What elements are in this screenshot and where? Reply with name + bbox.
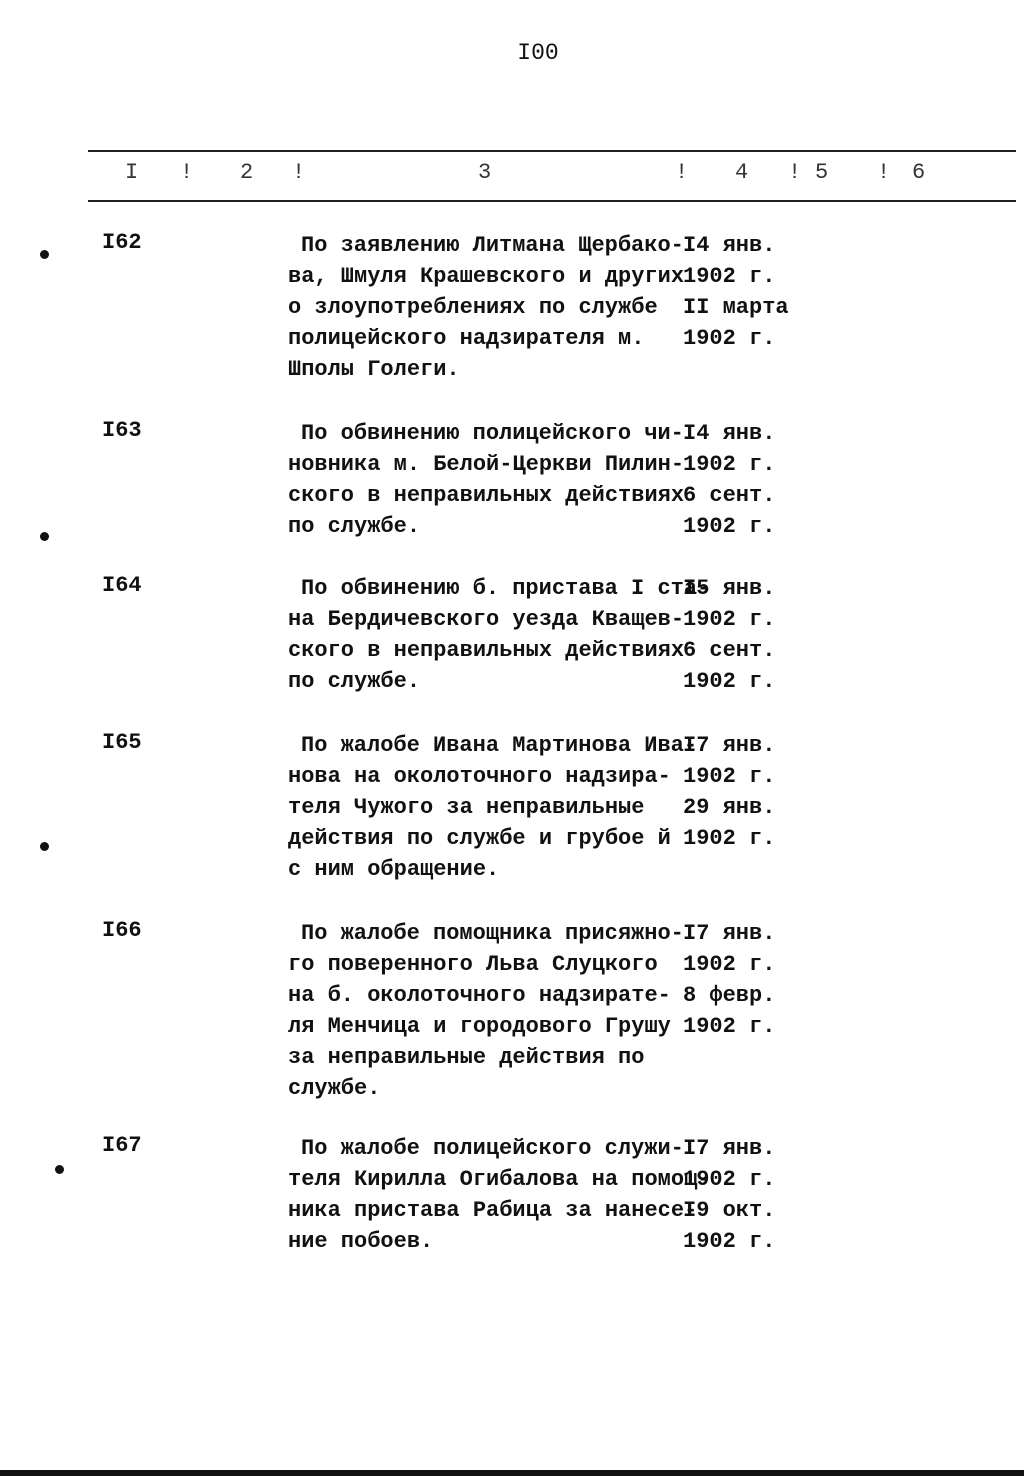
description-line: ника пристава Рабица за нанесе- [288,1198,698,1223]
description-line: на б. околоточного надзирате- [288,983,671,1008]
description-line: по службе. [288,514,421,539]
description-line: новника м. Белой-Церкви Пилин- [288,452,685,477]
date-line: 1902 г. [683,1014,776,1039]
date-line: 29 янв. [683,795,776,820]
col-separator: ! [180,160,194,185]
description-line: службе. [288,1076,381,1101]
entry-number: I62 [102,230,142,255]
entry-description [288,230,684,385]
date-line: I5 янв. [683,576,776,601]
date-line: 1902 г. [683,952,776,977]
date-line: I4 янв. [683,421,776,446]
entry-description [288,730,697,885]
date-line: 1902 г. [683,452,776,477]
date-line: 1902 г. [683,764,776,789]
date-line: 1902 г. [683,1229,776,1254]
date-line: 1902 г. [683,264,776,289]
date-line: 1902 г. [683,607,776,632]
date-line: 6 сент. [683,638,776,663]
description-line: По жалобе полицейского служи- [301,1136,684,1161]
description-line: ние побоев. [288,1229,434,1254]
description-line: ского в неправильных действиях [288,483,685,508]
col-header: 4 [735,160,749,185]
date-line: 1902 г. [683,326,776,351]
col-header: 2 [240,160,254,185]
description-line: теля Чужого за неправильные [288,795,645,820]
description-line: на Бердичевского уезда Кващев- [288,607,685,632]
description-line: По обвинению полицейского чи- [301,421,684,446]
entry-dates [683,230,789,354]
entry-number: I67 [102,1133,142,1158]
date-line: 6 сент. [683,483,776,508]
description-line: ского в неправильных действиях [288,638,685,663]
description-line: По обвинению б. пристава I ста- [301,576,711,601]
date-line: I9 окт. [683,1198,776,1223]
date-line: I7 янв. [683,1136,776,1161]
description-line: ля Менчица и городового Грушу [288,1014,671,1039]
description-line: По жалобе Ивана Мартинова Ива- [301,733,698,758]
date-line: I7 янв. [683,921,776,946]
description-line: теля Кирилла Огибалова на помощ- [288,1167,711,1192]
entry-description [288,418,684,542]
date-line: I4 янв. [683,233,776,258]
description-line: о злоупотреблениях по службе [288,295,658,320]
punch-hole-mark [40,842,49,851]
entry-number: I64 [102,573,142,598]
entry-number: I66 [102,918,142,943]
date-line: 1902 г. [683,669,776,694]
date-line: 8 февр. [683,983,776,1008]
col-header: I [125,160,139,185]
entry-dates [683,418,775,542]
col-header: 5 [815,160,829,185]
description-line: действия по службе и грубое й [288,826,671,851]
entry-description [288,918,684,1104]
date-line: 1902 г. [683,514,776,539]
punch-hole-mark [40,250,49,259]
entry-number: I65 [102,730,142,755]
description-line: по службе. [288,669,421,694]
entry-dates [683,918,775,1042]
entry-description [288,573,710,697]
entry-dates [683,1133,775,1257]
punch-hole-mark [40,532,49,541]
col-separator: ! [788,160,802,185]
description-line: полицейского надзирателя м. [288,326,645,351]
col-separator: ! [675,160,689,185]
entry-dates [683,730,775,854]
description-line: с ним обращение. [288,857,500,882]
entry-dates [683,573,775,697]
col-separator: ! [877,160,891,185]
description-line: Шполы Голеги. [288,357,460,382]
header-bottom-rule [88,200,1016,202]
description-line: По жалобе помощника присяжно- [301,921,684,946]
description-line: го поверенного Льва Слуцкого [288,952,658,977]
date-line: 1902 г. [683,826,776,851]
date-line: II марта [683,295,789,320]
description-line: ва, Шмуля Крашевского и других [288,264,685,289]
page-number: I00 [517,40,559,66]
description-line: По заявлению Литмана Щербако- [301,233,684,258]
scan-edge [0,1470,1024,1476]
date-line: 1902 г. [683,1167,776,1192]
entry-description [288,1133,710,1257]
col-header: 6 [912,160,926,185]
col-separator: ! [292,160,306,185]
description-line: за неправильные действия по [288,1045,645,1070]
punch-hole-mark [55,1165,64,1174]
header-top-rule [88,150,1016,152]
date-line: I7 янв. [683,733,776,758]
col-header: 3 [478,160,492,185]
entry-number: I63 [102,418,142,443]
description-line: нова на околоточного надзира- [288,764,671,789]
